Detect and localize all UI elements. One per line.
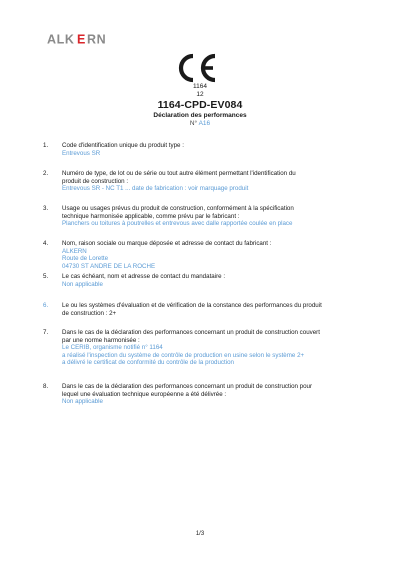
section-line: Non applicable bbox=[62, 280, 103, 288]
declaration-number bbox=[0, 120, 400, 127]
section-body bbox=[62, 273, 362, 288]
svg-text:ALK: ALK bbox=[47, 32, 75, 46]
cert-reference: 1164-CPD-EV084 bbox=[157, 99, 243, 111]
section-line: Le cas échéant, nom et adresse de contact du mandataire : bbox=[62, 273, 226, 280]
page-title: Déclaration des performances bbox=[153, 112, 247, 119]
cert-year: 12 bbox=[196, 91, 204, 98]
svg-text:RN: RN bbox=[87, 32, 107, 46]
section-body bbox=[62, 205, 362, 228]
number-value: A16 bbox=[198, 120, 211, 127]
section-line: a réalisé l'inspection du système de contrôle de production en usine selon le système 2+ bbox=[62, 351, 305, 359]
section-line: Entrevous SR bbox=[62, 149, 101, 157]
section-body bbox=[62, 302, 362, 317]
section-body bbox=[62, 240, 362, 270]
section-line: Code d'identification unique du produit type : bbox=[62, 142, 184, 149]
section-number: 1. bbox=[43, 142, 49, 149]
section-line: Entrevous SR - NC T1 ... date de fabrication : voir marquage produit bbox=[62, 185, 249, 193]
section-number: 5. bbox=[43, 273, 49, 280]
section-line: ALKERN bbox=[62, 247, 87, 255]
section-line: Dans le cas de la déclaration des performances concernant un produit de construction couvert bbox=[62, 329, 320, 336]
section-line: 04730 ST ANDRE DE LA ROCHE bbox=[62, 262, 156, 270]
section-body bbox=[62, 142, 362, 157]
cert-number: 1164 bbox=[193, 83, 207, 90]
section-line: technique harmonisée applicable, comme prévu par le fabricant : bbox=[62, 212, 240, 220]
section-line: Non applicable bbox=[62, 398, 103, 406]
section-line: Route de Lorette bbox=[62, 255, 109, 263]
section-line: produit de construction : bbox=[62, 177, 129, 185]
section-body bbox=[62, 329, 362, 367]
ce-mark-icon bbox=[176, 53, 218, 83]
section-body bbox=[62, 383, 362, 406]
section-line: par une norme harmonisée : bbox=[62, 336, 140, 344]
section-line: Nom, raison sociale ou marque déposée et adresse de contact du fabricant : bbox=[62, 240, 272, 247]
section-line: Le CERIB, organisme notifié n° 1164 bbox=[62, 344, 163, 352]
section-body bbox=[62, 170, 362, 193]
section-line: Usage ou usages prévus du produit de construction, conformément à la spécification bbox=[62, 205, 294, 212]
page-number: 1/3 bbox=[195, 531, 205, 537]
section-line: lequel une évaluation technique européenne a été délivrée : bbox=[62, 390, 227, 398]
svg-text:E: E bbox=[77, 32, 86, 46]
section-number: 4. bbox=[43, 240, 49, 247]
section-line: Planchers ou toitures à poutrelles et entrevous avec dalle rapportée coulée en place bbox=[62, 220, 293, 228]
section-number: 7. bbox=[43, 329, 49, 336]
alkern-logo bbox=[47, 32, 115, 46]
section-line: Le ou les systèmes d'évaluation et de vérification de la constance des performances du produit bbox=[62, 302, 322, 309]
number-label: N° bbox=[189, 120, 198, 127]
section-line: Numéro de type, de lot ou de série ou tout autre élément permettant l'identification du bbox=[62, 170, 296, 177]
section-number: 8. bbox=[43, 383, 49, 390]
section-line: a délivré le certificat de conformité du contrôle de la production bbox=[62, 359, 234, 367]
section-number: 6. bbox=[43, 302, 49, 309]
section-line: de construction : 2+ bbox=[62, 309, 117, 317]
section-number: 2. bbox=[43, 170, 49, 177]
section-number: 3. bbox=[43, 205, 49, 212]
section-line: Dans le cas de la déclaration des performances concernant un produit de construction pour bbox=[62, 383, 313, 390]
